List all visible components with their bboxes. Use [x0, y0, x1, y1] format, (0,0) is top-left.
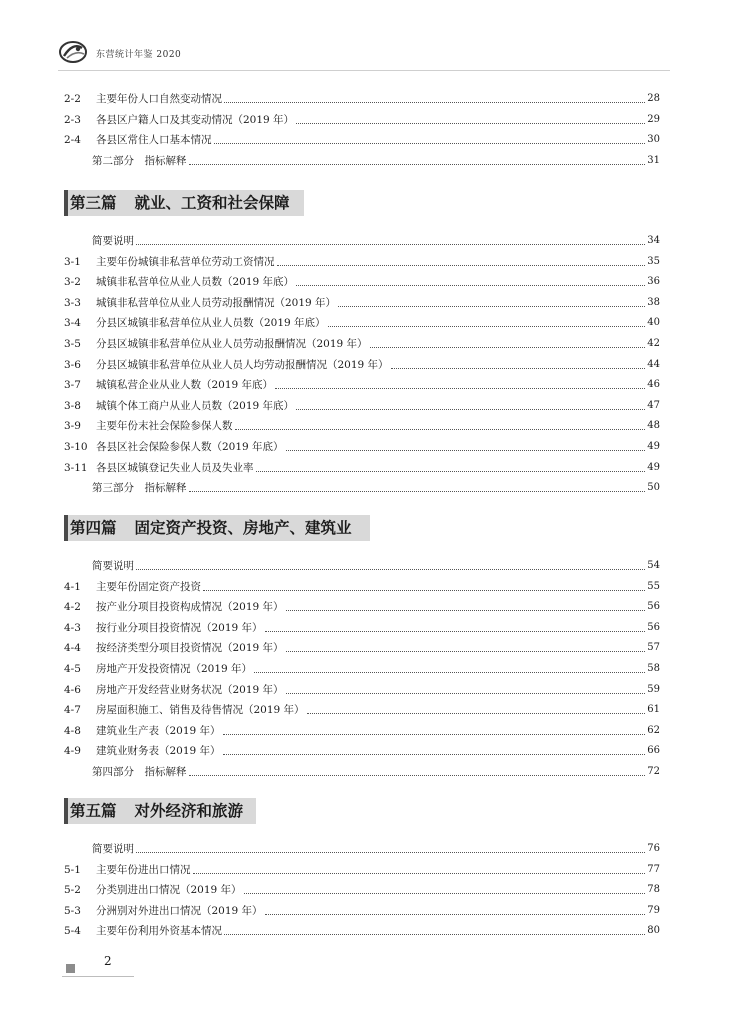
section-heading	[64, 515, 370, 541]
toc-entry-title: 城镇私营企业从业人数（2019 年底）	[96, 379, 274, 392]
toc-entry-title: 分类别进出口情况（2019 年）	[96, 884, 242, 897]
toc-entry-number: 4-2	[64, 601, 81, 614]
dot-leader	[223, 733, 646, 735]
toc-entry	[64, 722, 660, 738]
toc-entry-title: 建筑业财务表（2019 年）	[96, 745, 221, 758]
toc-entry	[64, 922, 660, 938]
dot-leader	[189, 490, 646, 492]
toc-subentry	[92, 557, 660, 573]
header-divider	[58, 70, 670, 71]
toc-entry-page: 48	[647, 420, 660, 432]
toc-entry-page: 31	[647, 154, 660, 166]
toc-entry-page: 38	[647, 296, 660, 308]
toc-entry-number: 4-6	[64, 683, 81, 696]
toc-entry-page: 29	[647, 113, 660, 125]
toc-entry-number: 3-3	[64, 296, 81, 309]
toc-entry-title: 主要年份利用外资基本情况	[96, 925, 222, 938]
dot-leader	[265, 913, 646, 915]
toc-entry	[64, 861, 660, 877]
toc-entry-number: 4-8	[64, 724, 81, 737]
dot-leader	[256, 470, 646, 472]
toc-entry-number: 4-3	[64, 621, 81, 634]
page-number: 2	[104, 954, 112, 968]
toc-entry	[64, 459, 660, 475]
toc-entry-title: 简要说明	[92, 235, 134, 247]
toc-entry-title: 各县区城镇登记失业人员及失业率	[96, 461, 254, 474]
toc-entry-title: 主要年份城镇非私营单位劳动工资情况	[96, 255, 275, 268]
toc-entry-page: 34	[647, 235, 660, 246]
toc-entry-title: 城镇非私营单位从业人员数（2019 年底）	[96, 276, 295, 289]
dot-leader	[286, 449, 646, 451]
toc-entry-title: 按经济类型分项目投资情况（2019 年）	[96, 642, 284, 655]
dot-leader	[277, 264, 646, 266]
toc-entry-title: 简要说明	[92, 843, 134, 855]
dot-leader	[235, 428, 646, 430]
header-title: 东营统计年鉴 2020	[96, 50, 182, 60]
toc-entry	[64, 90, 660, 106]
dot-leader	[203, 589, 645, 591]
dot-leader	[296, 284, 645, 286]
dot-leader	[244, 892, 646, 894]
toc-entry-title: 按产业分项目投资构成情况（2019 年）	[96, 601, 284, 614]
footer-square-mark	[66, 964, 75, 973]
toc-entry-page: 40	[647, 317, 660, 329]
toc-entry-page: 79	[647, 904, 660, 916]
toc-entry-title: 第三部分 指标解释	[92, 482, 187, 495]
toc-entry-number: 5-2	[64, 884, 81, 897]
toc-entry-number: 3-10	[64, 441, 88, 453]
toc-entry	[64, 397, 660, 413]
toc-entry-page: 76	[647, 843, 660, 854]
toc-entry-title: 主要年份固定资产投资	[96, 580, 201, 593]
dot-leader	[265, 630, 646, 632]
toc-entry-page: 49	[647, 441, 660, 452]
toc-entry-page: 44	[647, 358, 660, 370]
dot-leader	[296, 122, 645, 124]
toc-entry-page: 54	[647, 560, 660, 571]
toc-entry-title: 分县区城镇非私营单位从业人员劳动报酬情况（2019 年）	[96, 338, 368, 350]
toc-entry-page: 46	[647, 379, 660, 391]
toc-subentry	[92, 232, 660, 248]
toc-entry	[64, 902, 660, 918]
toc-entry	[64, 376, 660, 392]
dot-leader	[275, 387, 645, 389]
toc-entry-title: 分洲别对外进出口情况（2019 年）	[96, 904, 263, 917]
dot-leader	[296, 408, 645, 410]
toc-entry-page: 62	[647, 724, 660, 736]
dot-leader	[370, 346, 646, 348]
toc-entry	[64, 417, 660, 433]
toc-entry-page: 80	[647, 925, 660, 937]
toc-entry	[64, 111, 660, 127]
toc-entry-page: 47	[647, 399, 660, 411]
toc-entry-number: 3-2	[64, 276, 81, 289]
toc-entry	[64, 314, 660, 330]
page-header	[58, 40, 678, 66]
toc-entry-number: 3-8	[64, 399, 81, 412]
dot-leader	[328, 325, 646, 327]
section-heading	[64, 190, 304, 216]
toc-entry-title: 城镇非私营单位从业人员劳动报酬情况（2019 年）	[96, 296, 337, 309]
toc-entry-number: 3-11	[64, 461, 88, 474]
toc-entry-title: 按行业分项目投资情况（2019 年）	[96, 621, 263, 634]
toc-entry-title: 简要说明	[92, 560, 134, 572]
toc-entry-page: 59	[647, 683, 660, 695]
toc-entry-page: 61	[647, 704, 660, 716]
toc-entry-number: 3-4	[64, 317, 81, 330]
toc-entry	[64, 598, 660, 614]
toc-subentry	[92, 840, 660, 856]
toc-entry	[64, 253, 660, 269]
dot-leader	[307, 712, 646, 714]
toc-entry	[64, 335, 660, 351]
toc-entry-page: 56	[647, 601, 660, 613]
toc-entry-number: 2-2	[64, 93, 81, 105]
toc-entry	[64, 639, 660, 655]
toc-subentry	[92, 152, 660, 168]
toc-entry	[64, 660, 660, 676]
toc-entry-title: 房地产开发投资情况（2019 年）	[96, 663, 253, 675]
toc-entry-title: 建筑业生产表（2019 年）	[96, 724, 221, 737]
dot-leader	[224, 101, 645, 103]
toc-entry-title: 各县区社会保险参保人数（2019 年底）	[96, 441, 284, 453]
toc-entry-page: 66	[647, 745, 660, 757]
toc-entry-number: 5-3	[64, 904, 81, 917]
toc-subentry	[92, 479, 660, 495]
toc-entry-number: 3-9	[64, 420, 81, 433]
toc-entry-page: 42	[647, 338, 660, 349]
section-heading-label: 第三篇	[70, 194, 117, 212]
toc-entry-title: 房屋面积施工、销售及待售情况（2019 年）	[96, 704, 305, 717]
toc-entry	[64, 881, 660, 897]
toc-entry-number: 3-6	[64, 358, 81, 371]
dot-leader	[224, 933, 645, 935]
toc-entry-number: 5-4	[64, 925, 81, 938]
toc-entry	[64, 681, 660, 697]
toc-entry-number: 2-4	[64, 134, 81, 147]
dot-leader	[286, 650, 646, 652]
toc-subentry	[92, 763, 660, 779]
footer-divider	[62, 976, 134, 977]
toc-entry	[64, 131, 660, 147]
dot-leader	[254, 671, 645, 673]
toc-entry	[64, 273, 660, 289]
section-heading-title: 固定资产投资、房地产、建筑业	[134, 519, 352, 537]
toc-entry-page: 36	[647, 276, 660, 288]
toc-entry-page: 55	[647, 580, 660, 592]
dot-leader	[189, 163, 646, 165]
toc-entry-page: 78	[647, 884, 660, 896]
toc-entry	[64, 619, 660, 635]
toc-entry-page: 28	[647, 93, 660, 104]
toc-entry-page: 57	[647, 642, 660, 654]
dot-leader	[214, 142, 646, 144]
toc-entry-number: 3-5	[64, 338, 81, 350]
dot-leader	[391, 367, 646, 369]
toc-entry	[64, 578, 660, 594]
section-heading-title: 对外经济和旅游	[134, 802, 244, 820]
dot-leader	[286, 692, 646, 694]
toc-entry-page: 35	[647, 255, 660, 267]
toc-entry-title: 主要年份人口自然变动情况	[96, 93, 222, 105]
toc-entry-number: 4-1	[64, 580, 81, 593]
toc-entry-number: 4-4	[64, 642, 81, 655]
toc-entry-number: 5-1	[64, 863, 81, 876]
toc-entry-title: 第四部分 指标解释	[92, 766, 187, 778]
toc-entry-title: 城镇个体工商户从业人员数（2019 年底）	[96, 399, 295, 412]
toc-entry	[64, 294, 660, 310]
toc-entry-title: 主要年份末社会保险参保人数	[96, 420, 233, 433]
toc-entry	[64, 356, 660, 372]
toc-entry-page: 49	[647, 461, 660, 473]
toc-entry-number: 2-3	[64, 113, 81, 126]
toc-entry-number: 4-7	[64, 704, 81, 717]
toc-entry-title: 第二部分 指标解释	[92, 154, 187, 167]
dot-leader	[136, 851, 645, 853]
section-heading-title: 就业、工资和社会保障	[134, 194, 290, 212]
toc-entry-title: 各县区常住人口基本情况	[96, 134, 212, 147]
toc-entry-title: 房地产开发经营业财务状况（2019 年）	[96, 683, 284, 696]
toc-entry	[64, 701, 660, 717]
toc-entry-page: 56	[647, 621, 660, 633]
section-heading-label: 第四篇	[70, 519, 117, 537]
dot-leader	[136, 568, 645, 570]
toc-entry	[64, 438, 660, 454]
toc-entry	[64, 742, 660, 758]
dot-leader	[338, 305, 645, 307]
toc-entry-title: 各县区户籍人口及其变动情况（2019 年）	[96, 113, 295, 126]
dot-leader	[286, 609, 646, 611]
toc-entry-title: 分县区城镇非私营单位从业人员人均劳动报酬情况（2019 年）	[96, 358, 389, 371]
toc-entry-number: 3-1	[64, 255, 81, 268]
yearbook-logo	[58, 40, 88, 64]
dot-leader	[193, 872, 646, 874]
toc-entry-title: 分县区城镇非私营单位从业人员数（2019 年底）	[96, 317, 326, 330]
toc-entry-page: 50	[647, 482, 660, 494]
toc-entry-number: 4-9	[64, 745, 81, 758]
dot-leader	[189, 774, 646, 776]
toc-entry-title: 主要年份进出口情况	[96, 863, 191, 876]
toc-entry-page: 72	[647, 766, 660, 777]
toc-entry-number: 3-7	[64, 379, 81, 392]
dot-leader	[223, 753, 646, 755]
section-heading-label: 第五篇	[70, 802, 117, 820]
toc-entry-number: 4-5	[64, 663, 81, 675]
toc-entry-page: 77	[647, 863, 660, 875]
dot-leader	[136, 243, 645, 245]
toc-entry-page: 58	[647, 663, 660, 674]
section-heading	[64, 798, 256, 824]
toc-entry-page: 30	[647, 134, 660, 146]
